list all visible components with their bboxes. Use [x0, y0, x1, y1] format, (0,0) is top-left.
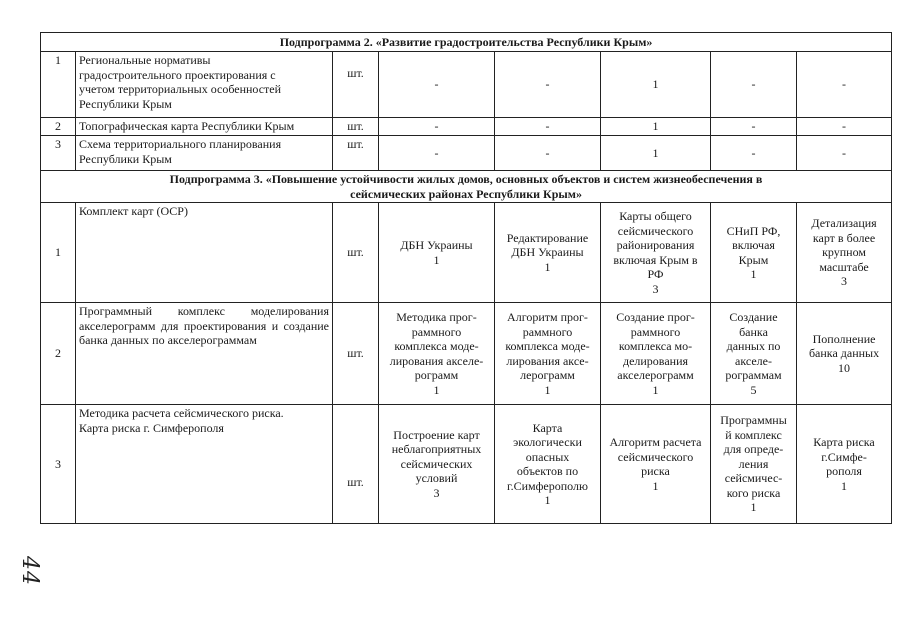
table-row: [41, 52, 892, 118]
value-cell: -: [495, 52, 601, 118]
result-text: Создание прог- раммного комплекса мо- делирования акселерограмм: [616, 310, 695, 382]
unit-cell: шт.: [333, 52, 379, 118]
value-cell: -: [797, 136, 892, 171]
result-value: 1: [841, 478, 848, 493]
result-cell: [797, 405, 892, 524]
subprogram-3-header-row: [41, 171, 892, 203]
result-text: Построение карт неблагоприятных сейсмических условий: [391, 427, 482, 486]
result-value: 1: [544, 382, 551, 397]
item-name: Комплект карт (ОСР): [79, 204, 188, 218]
result-value: 1: [750, 500, 757, 515]
table-row: [41, 405, 892, 524]
result-value: 1: [652, 478, 659, 493]
result-cell: [711, 405, 797, 524]
subprogram-3-title: Подпрограмма 3. «Повышение устойчивости жилых домов, основных объектов и систем жизнеобеспечения в сейсмических районах Республики Крым»: [41, 171, 892, 203]
result-text: Методика прог- раммного комплекса моде- лирования акселе- рограмм: [389, 310, 484, 382]
result-cell: [601, 405, 711, 524]
value-cell: 1: [601, 52, 711, 118]
result-text: СНиП РФ, включая Крым: [726, 223, 781, 267]
result-value: 1: [544, 259, 551, 274]
table-row: [41, 118, 892, 136]
value-cell: -: [711, 52, 797, 118]
result-value: 3: [433, 485, 440, 500]
value-cell: -: [495, 118, 601, 136]
table-row: [41, 303, 892, 405]
result-value: 1: [544, 493, 551, 507]
result-value: 5: [750, 382, 757, 397]
item-name: Методика расчета сейсмического риска. Карта риска г. Симферополя: [79, 406, 284, 435]
value-cell: -: [711, 118, 797, 136]
result-cell: [601, 303, 711, 405]
result-text: Алгоритм прог- раммного комплекса моде- лирования аксе- лерограмм: [505, 310, 590, 382]
unit-cell: шт.: [333, 405, 379, 524]
subprogram-2-title: Подпрограмма 2. «Развитие градостроительства Республики Крым»: [41, 33, 892, 52]
value-cell: -: [379, 136, 495, 171]
value-cell: 1: [601, 136, 711, 171]
result-cell: [495, 203, 601, 303]
row-number: 3: [41, 405, 76, 524]
program-results-table: [40, 32, 892, 524]
result-cell: [711, 203, 797, 303]
result-value: 3: [841, 274, 848, 289]
result-cell: [379, 303, 495, 405]
value-cell: -: [797, 52, 892, 118]
result-text: Алгоритм расчета сейсмического риска: [609, 435, 702, 478]
unit-cell: шт.: [333, 118, 379, 136]
result-cell: [379, 405, 495, 524]
result-value: 10: [838, 360, 851, 375]
value-cell: -: [711, 136, 797, 171]
result-text: Карта экологически опасных объектов по г.Симферополю: [507, 420, 588, 493]
result-text: Пополнение банка данных: [808, 331, 880, 361]
row-number: 2: [41, 303, 76, 405]
item-name: Схема территориального планирования Республики Крым: [79, 137, 282, 166]
item-name: Топографическая карта Республики Крым: [79, 119, 295, 134]
row-number: 2: [41, 118, 76, 136]
unit-cell: шт.: [333, 136, 379, 171]
result-cell: [495, 405, 601, 524]
page-number: 44: [17, 556, 42, 586]
item-name: Региональные нормативы градостроительного проектирования с учетом территориальных особенностей Республики Крым: [79, 53, 282, 111]
result-text: Детализация карт в более крупном масштабе: [811, 216, 877, 274]
result-cell: [797, 203, 892, 303]
table-row: [41, 203, 892, 303]
value-cell: -: [379, 118, 495, 136]
value-cell: -: [379, 52, 495, 118]
result-value: 1: [652, 382, 659, 397]
row-number: 3: [41, 136, 76, 171]
result-text: Карта риска г.Симфе- рополя: [813, 435, 875, 478]
result-text: Редактирование ДБН Украины: [506, 230, 589, 260]
row-number: 1: [41, 52, 76, 118]
result-cell: [495, 303, 601, 405]
unit-cell: шт.: [333, 203, 379, 303]
result-text: Карты общего сейсмического районирования включая Крым в РФ: [613, 209, 698, 281]
result-text: Программны й комплекс для опреде- ления сейсмичес- кого риска: [720, 413, 787, 500]
result-cell: [601, 203, 711, 303]
result-value: 1: [433, 252, 440, 267]
item-name: Программный комплекс моделирования акселерограмм для проектирования и создание банка данных по акселерограммам: [79, 304, 329, 347]
value-cell: -: [797, 118, 892, 136]
unit-cell: шт.: [333, 303, 379, 405]
result-value: 1: [433, 382, 440, 397]
result-value: 1: [750, 267, 757, 281]
value-cell: 1: [601, 118, 711, 136]
result-cell: [797, 303, 892, 405]
result-value: 3: [652, 281, 659, 296]
result-text: Создание банка данных по акселе- рограммам: [725, 310, 782, 382]
result-cell: [379, 203, 495, 303]
result-text: ДБН Украины: [400, 238, 473, 252]
row-number: 1: [41, 203, 76, 303]
subprogram-2-header-row: [41, 33, 892, 52]
table-row: [41, 136, 892, 171]
result-cell: [711, 303, 797, 405]
value-cell: -: [495, 136, 601, 171]
